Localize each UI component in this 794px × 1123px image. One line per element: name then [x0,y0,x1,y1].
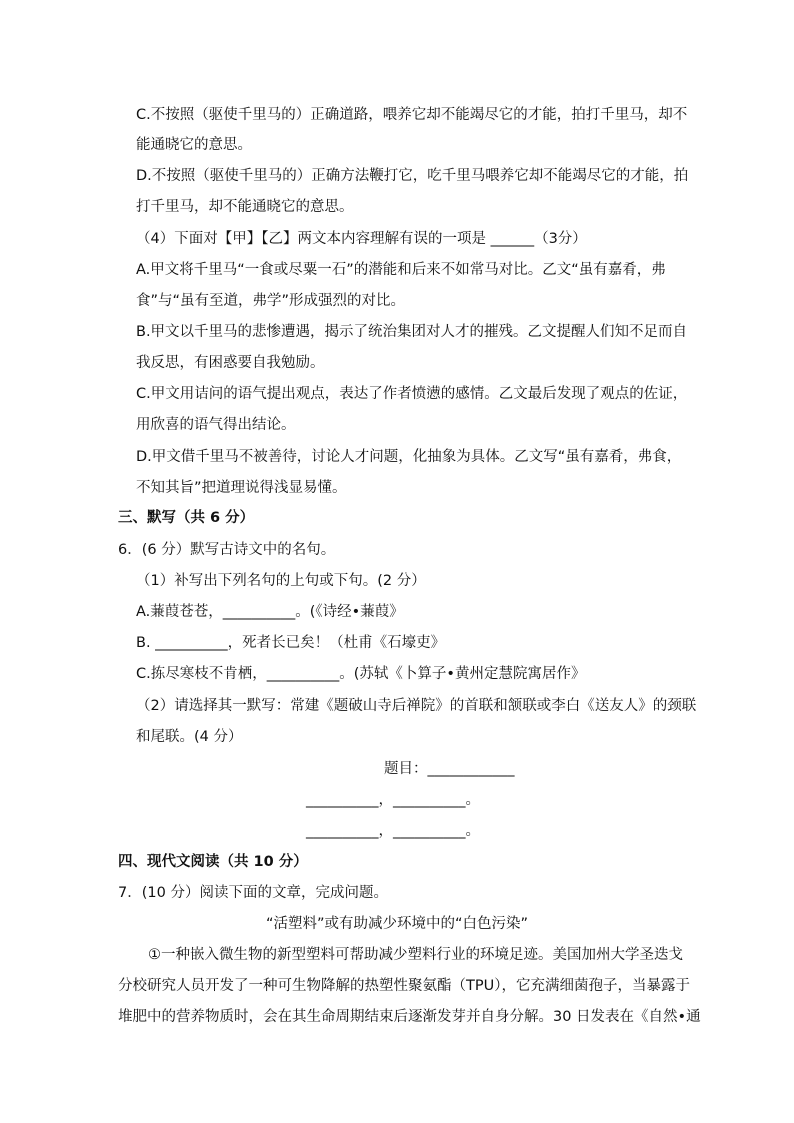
sub4-option-b-line-2: 我反思，有困惑要自我勉励。 [136,355,325,371]
sub4-option-d-line-2: 不知其旨”把道理说得浅显易懂。 [136,480,347,496]
sub4-option-b-line-1: B.甲文以千里马的悲惨遭遇，揭示了统治集团对人才的摧残。乙文提醒人们知不足而自 [136,324,688,340]
question-7-stem: 7．(10 分）阅读下面的文章，完成问题。 [118,885,388,901]
option-d-line-1: D.不按照（驱使千里马的）正确方法鞭打它，吃千里马喂养它却不能竭尽它的才能，拍 [136,168,689,184]
article-paragraph-1-line-3: 堆肥中的营养物质时，会在其生命周期结束后逐渐发芽并自身分解。30 日发表在《自然•通 [118,1009,701,1025]
option-d-line-2: 打千里马，却不能通晓它的意思。 [136,199,354,215]
article-title: “活塑料”或有助减少环境中的“白色污染” [265,916,529,932]
sub-question-2-line-2: 和尾联。(4 分） [136,729,243,745]
sub4-option-c-line-1: C.甲文用诘问的语气提出观点，表达了作者愤懑的感情。乙文最后发现了观点的佐证， [136,386,688,402]
option-c-line-1: C.不按照（驱使千里马的）正确道路，喂养它却不能竭尽它的才能，拍打千里马，却不 [136,107,688,123]
fill-blank-c: C.拣尽寒枝不肯栖，__________。(苏轼《卜算子•黄州定慧院寓居作》 [136,666,586,682]
fill-blank-a: A.蒹葭苍苍，__________。(《诗经•蒹葭》 [136,604,404,620]
sub4-option-d-line-1: D.甲文借千里马不被善待，讨论人才问题，化抽象为具体。乙文写“虽有嘉肴，弗食， [136,449,682,465]
sub-question-1-stem: （1）补写出下列名句的上句或下句。(2 分） [136,573,426,589]
sub4-option-a-line-2: 食”与“虽有至道，弗学”形成强烈的对比。 [136,293,406,309]
sub4-option-a-line-1: A.甲文将千里马“一食或尽粟一石”的潜能和后来不如常马对比。乙文“虽有嘉肴，弗 [136,262,666,278]
option-c-line-2: 能通晓它的意思。 [136,137,252,153]
fill-blank-b: B. __________，死者长已矣！（杜甫《石壕吏》 [136,635,446,651]
poem-title-blank: 题目：____________ [384,761,515,777]
poem-answer-blank-line-2: __________，__________。 [306,823,480,839]
sub-question-2-line-1: （2）请选择其一默写：常建《题破山寺后禅院》的首联和颔联或李白《送友人》的颈联 [136,698,697,714]
sub-question-4-stem: （4）下面对【甲】【乙】两文本内容理解有误的一项是 ______（3分） [136,231,587,247]
section-3-heading: 三、默写（共 6 分） [118,510,255,526]
question-6-stem: 6．(6 分）默写古诗文中的名句。 [118,542,336,558]
sub4-option-c-line-2: 用欣喜的语气得出结论。 [136,417,296,433]
poem-answer-blank-line-1: __________，__________。 [306,792,480,808]
article-paragraph-1-line-2: 分校研究人员开发了一种可生物降解的热塑性聚氨酯（TPU），它充满细菌孢子，当暴露于 [118,978,690,994]
section-4-heading: 四、现代文阅读（共 10 分） [118,854,308,870]
article-paragraph-1-line-1: ①一种嵌入微生物的新型塑料可帮助减少塑料行业的环境足迹。美国加州大学圣迭戈 [148,947,683,963]
